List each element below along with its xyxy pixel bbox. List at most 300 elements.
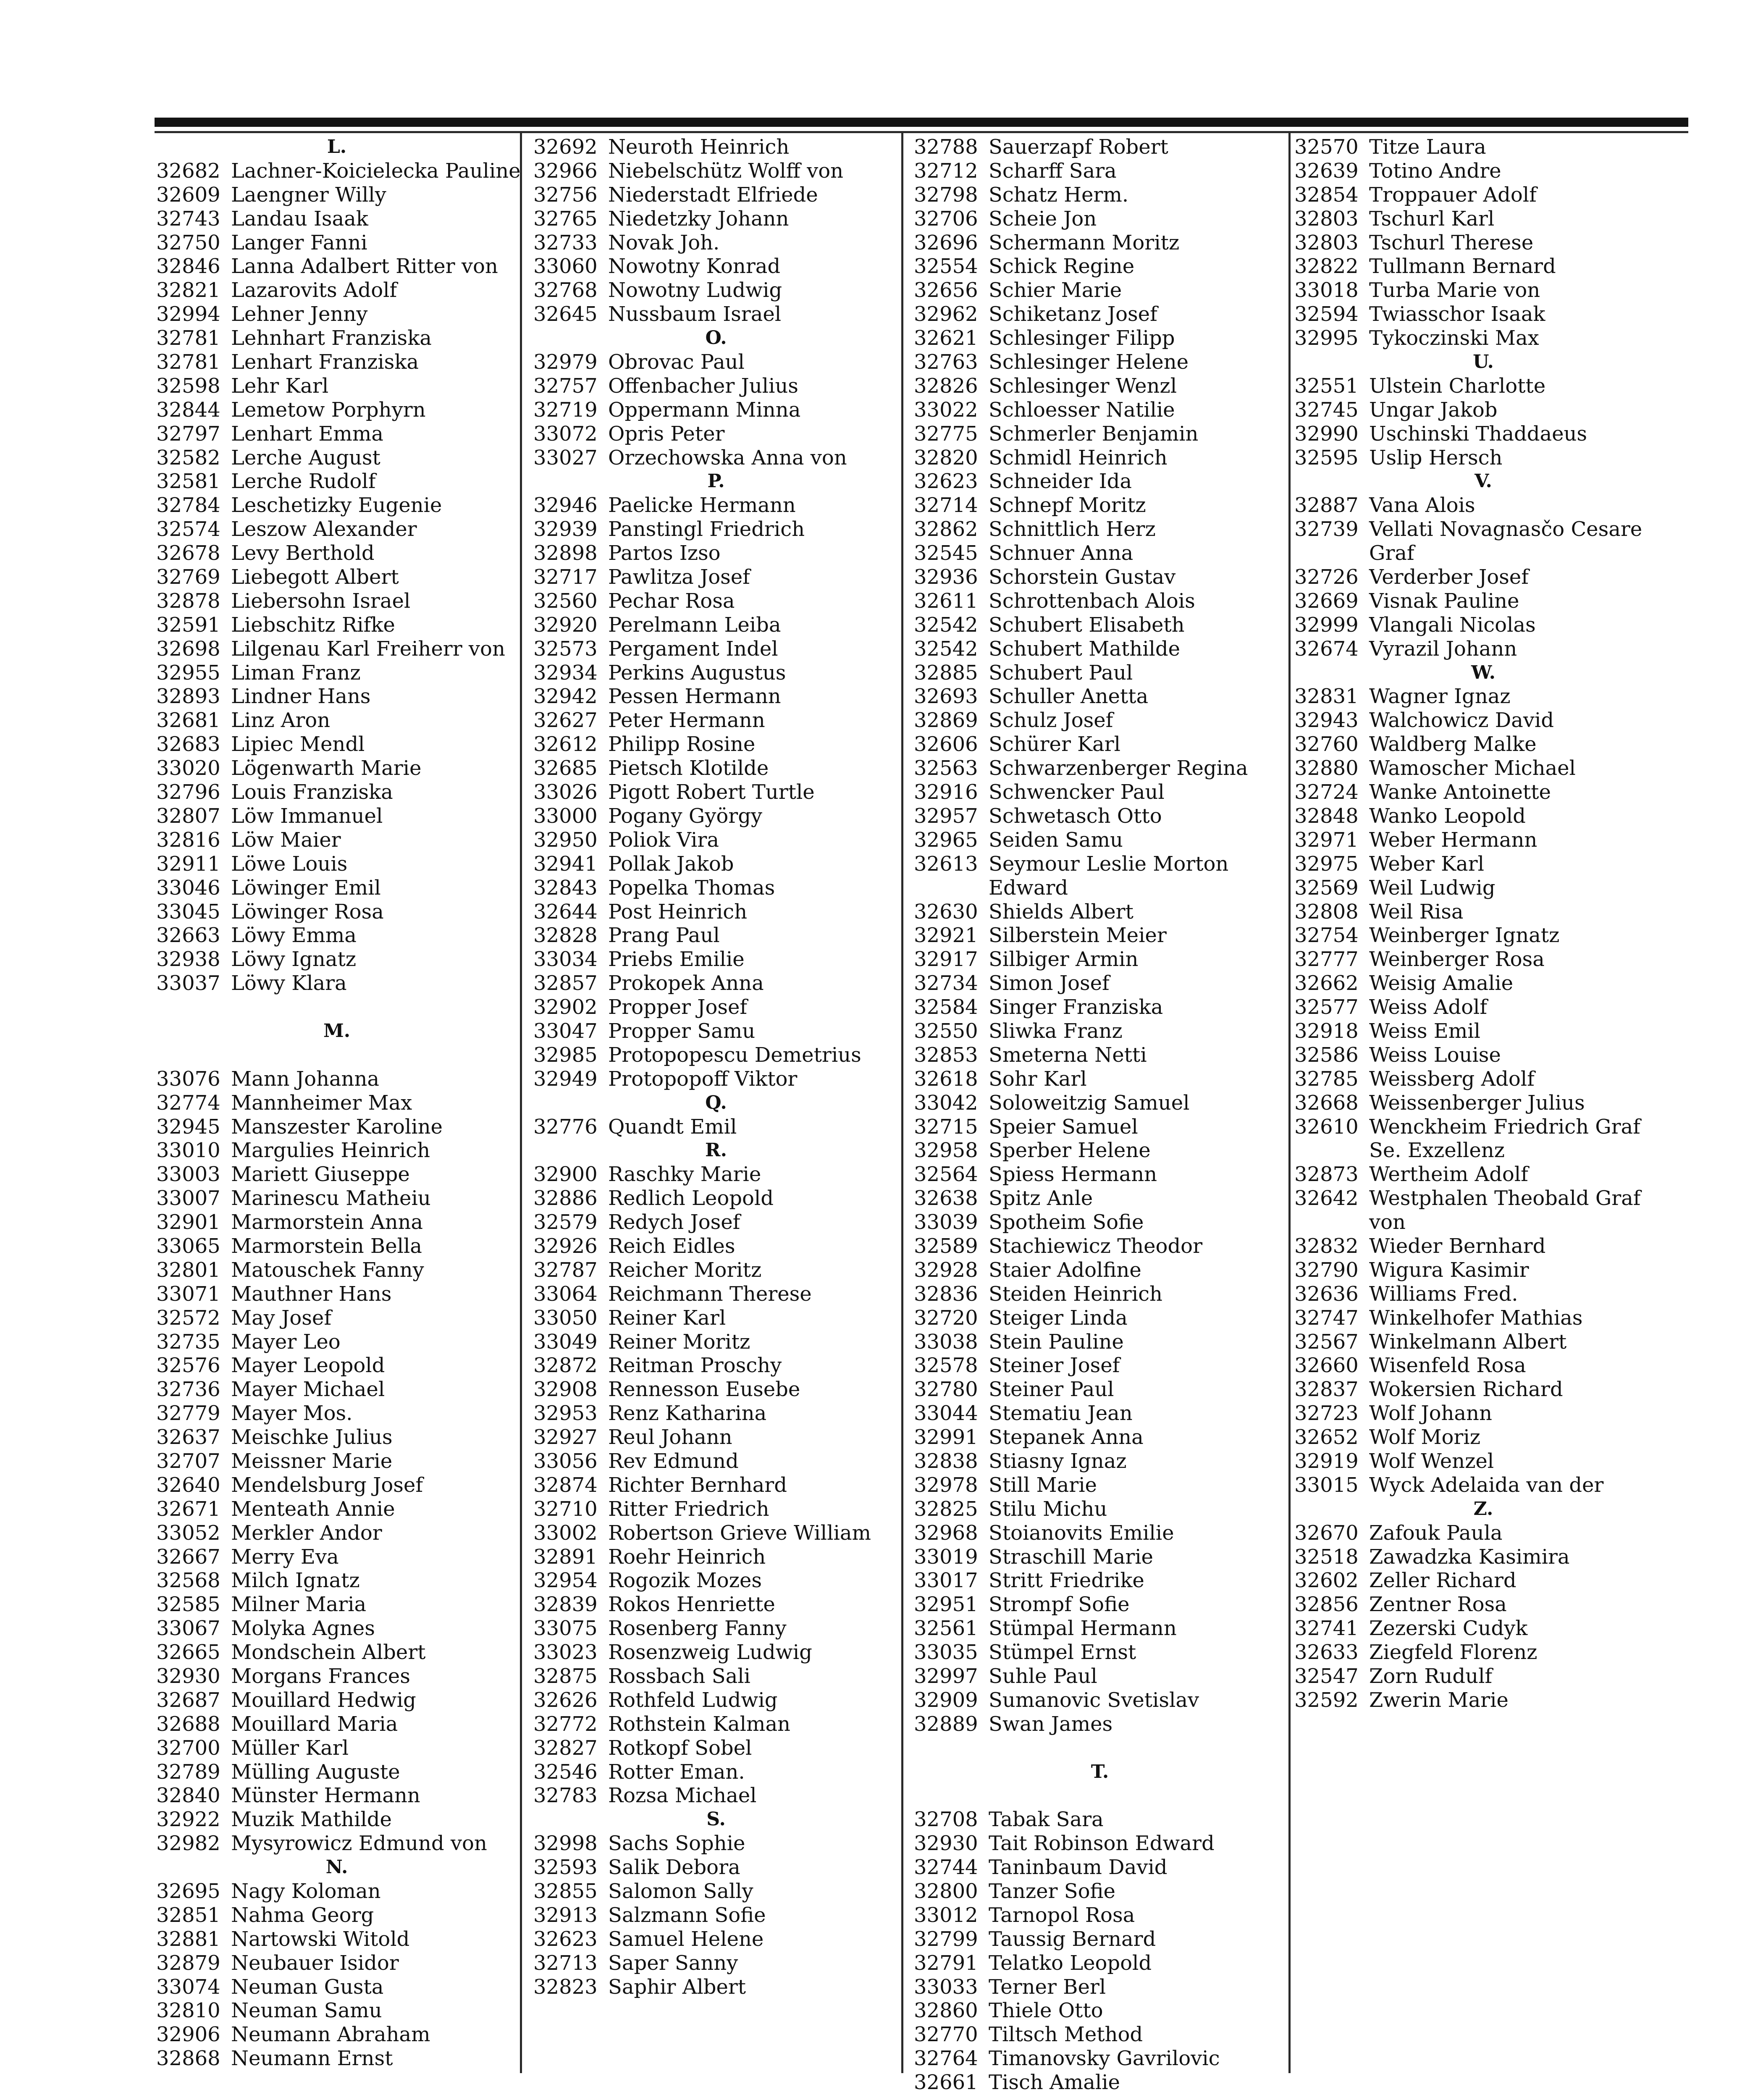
entry-number: 32640	[156, 1473, 220, 1497]
entry-name: Schubert Elisabeth	[989, 613, 1185, 637]
entry-name: Margulies Heinrich	[231, 1139, 430, 1163]
list-entry	[533, 1664, 899, 1688]
entry-name: Lachner-Koicielecka Pauline	[231, 159, 521, 183]
list-entry	[1294, 1234, 1672, 1258]
list-entry	[533, 1043, 899, 1067]
list-entry	[914, 446, 1286, 470]
list-entry	[914, 494, 1286, 517]
list-entry	[914, 255, 1286, 278]
entry-name: Rozsa Michael	[608, 1784, 757, 1808]
list-entry	[156, 1999, 517, 2023]
list-entry	[156, 302, 517, 326]
entry-name: Spotheim Sofie	[989, 1210, 1144, 1234]
entry-number: 32796	[156, 780, 220, 804]
list-entry	[1294, 159, 1672, 183]
section-spacer	[156, 1043, 517, 1067]
entry-name: Stümpel Ernst	[989, 1641, 1136, 1664]
entry-name: Stritt Friedrike	[989, 1569, 1144, 1593]
list-entry	[156, 1927, 517, 1951]
entry-name: Löwinger Rosa	[231, 900, 384, 924]
entry-number: 32584	[914, 995, 978, 1019]
entry-name: Pechar Rosa	[608, 589, 735, 613]
list-entry	[156, 1378, 517, 1402]
entry-number: 32763	[914, 350, 978, 374]
list-entry	[914, 685, 1286, 709]
list-entry	[914, 398, 1286, 422]
entry-name: Schiketanz Josef	[989, 302, 1157, 326]
entry-name: Schrottenbach Alois	[989, 589, 1195, 613]
entry-name: Wamoscher Michael	[1369, 756, 1576, 780]
entry-name: Neuman Samu	[231, 1999, 382, 2023]
entry-number: 32594	[1294, 302, 1359, 326]
entry-name: Vellati Novagnasčo Cesare	[1369, 517, 1643, 541]
entry-name: Obrovac Paul	[608, 350, 745, 374]
list-entry	[533, 900, 899, 924]
entry-number: 33045	[156, 900, 220, 924]
list-entry	[156, 804, 517, 828]
entry-name: Ritter Friedrich	[608, 1497, 769, 1521]
entry-name: Orzechowska Anna von	[608, 446, 847, 470]
entry-number: 32839	[533, 1593, 598, 1617]
entry-name: Reicher Moritz	[608, 1258, 762, 1282]
list-entry	[156, 613, 517, 637]
entry-number: 32609	[156, 183, 220, 207]
list-entry	[533, 995, 899, 1019]
entry-number: 32633	[1294, 1641, 1359, 1664]
entry-name: Scheie Jon	[989, 207, 1097, 231]
list-entry	[533, 1306, 899, 1330]
list-entry	[1294, 1641, 1672, 1664]
list-entry	[1294, 302, 1672, 326]
entry-number: 32545	[914, 541, 978, 565]
entry-name: Panstingl Friedrich	[608, 517, 805, 541]
entry-name: Stiasny Ignaz	[989, 1449, 1127, 1473]
list-entry	[533, 255, 899, 278]
entry-name: Simon Josef	[989, 971, 1110, 995]
list-entry	[156, 1784, 517, 1808]
entry-number: 32642	[1294, 1186, 1359, 1210]
entry-number: 32554	[914, 255, 978, 278]
entry-number: 32928	[914, 1258, 978, 1282]
list-entry	[156, 517, 517, 541]
entry-number: 32975	[1294, 852, 1359, 876]
entry-number: 32856	[1294, 1593, 1359, 1617]
list-entry	[1294, 804, 1672, 828]
entry-name: Renz Katharina	[608, 1402, 767, 1425]
entry-number: 32791	[914, 1951, 978, 1975]
entry-number: 32518	[1294, 1545, 1359, 1569]
list-entry	[533, 852, 899, 876]
entry-number: 32954	[533, 1569, 598, 1593]
list-entry	[533, 1856, 899, 1880]
list-entry	[914, 1163, 1286, 1186]
entry-number: 32776	[533, 1115, 598, 1139]
list-entry	[156, 876, 517, 900]
entry-name: Taninbaum David	[989, 1856, 1168, 1880]
list-entry	[156, 446, 517, 470]
entry-number: 32875	[533, 1664, 598, 1688]
list-entry	[533, 302, 899, 326]
entry-name: Schier Marie	[989, 278, 1122, 302]
entry-number: 33064	[533, 1282, 598, 1306]
entry-number: 32726	[1294, 565, 1359, 589]
entry-number: 32902	[533, 995, 598, 1019]
entry-number: 32781	[156, 350, 220, 374]
entry-name: Sohr Karl	[989, 1067, 1087, 1091]
list-entry	[156, 828, 517, 852]
entry-name: Reiner Karl	[608, 1306, 726, 1330]
list-entry	[533, 231, 899, 255]
entry-name: Levy Berthold	[231, 541, 375, 565]
entry-name: Nowotny Konrad	[608, 255, 781, 278]
entry-number: 32997	[914, 1664, 978, 1688]
entry-name: Weissenberger Julius	[1369, 1091, 1585, 1115]
entry-name: Steiger Linda	[989, 1306, 1128, 1330]
entry-number: 32945	[156, 1115, 220, 1139]
list-entry	[156, 1951, 517, 1975]
entry-number: 32787	[533, 1258, 598, 1282]
entry-name: Winkelmann Albert	[1369, 1330, 1567, 1354]
entry-number: 33047	[533, 1019, 598, 1043]
entry-name: Tiltsch Method	[989, 2023, 1143, 2047]
list-entry	[533, 1784, 899, 1808]
entry-name: Marmorstein Bella	[231, 1234, 422, 1258]
list-entry	[1294, 1115, 1672, 1139]
entry-name: Liebegott Albert	[231, 565, 399, 589]
list-entry	[156, 1067, 517, 1091]
entry-name: Mayer Leopold	[231, 1354, 385, 1378]
list-entry	[1294, 1163, 1672, 1186]
list-entry	[1294, 1593, 1672, 1617]
list-entry	[914, 350, 1286, 374]
list-entry	[156, 661, 517, 685]
list-entry	[156, 255, 517, 278]
entry-name: Salzmann Sofie	[608, 1903, 766, 1927]
list-entry	[914, 517, 1286, 541]
entry-name: Nussbaum Israel	[608, 302, 782, 326]
column-divider	[1288, 133, 1291, 2073]
entry-name: Stepanek Anna	[989, 1425, 1144, 1449]
list-entry	[533, 1880, 899, 1903]
list-entry	[533, 541, 899, 565]
list-entry	[533, 1186, 899, 1210]
list-entry	[914, 135, 1286, 159]
entry-number: 32855	[533, 1880, 598, 1903]
list-entry	[533, 971, 899, 995]
entry-number: 32610	[1294, 1115, 1359, 1139]
list-entry	[1294, 422, 1672, 446]
entry-number: 32682	[156, 159, 220, 183]
list-entry	[533, 1712, 899, 1736]
list-entry	[533, 1115, 899, 1139]
list-entry	[1294, 780, 1672, 804]
entry-name: Zorn Rudulf	[1369, 1664, 1493, 1688]
entry-number: 32764	[914, 2047, 978, 2071]
list-entry	[914, 1330, 1286, 1354]
list-entry	[914, 183, 1286, 207]
entry-name: Löw Immanuel	[231, 804, 383, 828]
entry-name: Mayer Michael	[231, 1378, 385, 1402]
list-entry	[533, 1378, 899, 1402]
entry-number: 32906	[156, 2023, 220, 2047]
list-entry	[156, 1712, 517, 1736]
list-entry	[156, 1186, 517, 1210]
entry-name: Mauthner Hans	[231, 1282, 392, 1306]
entry-name: Tait Robinson Edward	[989, 1832, 1215, 1856]
entry-number: 32949	[533, 1067, 598, 1091]
list-entry	[914, 613, 1286, 637]
list-entry	[533, 780, 899, 804]
entry-number: 32900	[533, 1163, 598, 1186]
list-entry	[914, 1354, 1286, 1378]
entry-name: Tykoczinski Max	[1369, 326, 1539, 350]
entry-name: Rotkopf Sobel	[608, 1736, 752, 1760]
entry-name: Molyka Agnes	[231, 1617, 375, 1641]
list-entry	[156, 374, 517, 398]
entry-name: Offenbacher Julius	[608, 374, 798, 398]
entry-number: 32869	[914, 709, 978, 732]
entry-number: 32930	[156, 1664, 220, 1688]
entry-name: Novak Joh.	[608, 231, 720, 255]
entry-number: 32962	[914, 302, 978, 326]
entry-name: Müller Karl	[231, 1736, 349, 1760]
entry-name: Schloesser Natilie	[989, 398, 1175, 422]
list-entry	[914, 1473, 1286, 1497]
entry-number: 32573	[533, 637, 598, 661]
entry-number: 32848	[1294, 804, 1359, 828]
entry-name: Quandt Emil	[608, 1115, 737, 1139]
entry-name: Merry Eva	[231, 1545, 339, 1569]
entry-number: 32669	[1294, 589, 1359, 613]
list-entry	[533, 1832, 899, 1856]
entry-name: Zafouk Paula	[1369, 1521, 1503, 1545]
list-entry	[914, 2023, 1286, 2047]
entry-name: Lilgenau Karl Freiherr von	[231, 637, 505, 661]
list-entry	[914, 2047, 1286, 2071]
entry-number: 32788	[914, 135, 978, 159]
top-rule-thin	[155, 131, 1688, 133]
list-entry	[914, 541, 1286, 565]
entry-name: Tisch Amalie	[989, 2071, 1120, 2095]
entry-name: Muzik Mathilde	[231, 1808, 392, 1832]
list-entry	[156, 565, 517, 589]
entry-number: 32939	[533, 517, 598, 541]
entry-name: Partos Izso	[608, 541, 721, 565]
entry-name: Schürer Karl	[989, 732, 1120, 756]
entry-name: Menteath Annie	[231, 1497, 395, 1521]
list-entry	[1294, 1306, 1672, 1330]
entry-name: Schneider Ida	[989, 470, 1132, 494]
entry-number: 32750	[156, 231, 220, 255]
name-column-3	[914, 135, 1286, 2095]
list-entry	[156, 685, 517, 709]
entry-number: 33060	[533, 255, 598, 278]
entry-number: 33026	[533, 780, 598, 804]
entry-number: 32768	[533, 278, 598, 302]
entry-number: 32991	[914, 1425, 978, 1449]
entry-number: 32567	[1294, 1330, 1359, 1354]
list-entry	[1294, 756, 1672, 780]
entry-name: Wolf Wenzel	[1369, 1449, 1494, 1473]
entry-number: 32844	[156, 398, 220, 422]
entry-number: 32816	[156, 828, 220, 852]
entry-name: Löwe Louis	[231, 852, 348, 876]
entry-name: Scharff Sara	[989, 159, 1117, 183]
list-entry	[1294, 1402, 1672, 1425]
entry-name: Edward	[989, 876, 1068, 900]
list-entry	[914, 709, 1286, 732]
list-entry	[914, 1186, 1286, 1210]
entry-name: Steiden Heinrich	[989, 1282, 1162, 1306]
name-column-2	[533, 135, 899, 1999]
entry-name: Strompf Sofie	[989, 1593, 1130, 1617]
section-spacer	[156, 995, 517, 1019]
entry-name: Soloweitzig Samuel	[989, 1091, 1190, 1115]
entry-number: 32578	[914, 1354, 978, 1378]
entry-name: Singer Franziska	[989, 995, 1163, 1019]
list-entry	[1294, 1617, 1672, 1641]
entry-name: Löwy Emma	[231, 924, 357, 948]
entry-name: Schuller Anetta	[989, 685, 1149, 709]
list-entry	[914, 1712, 1286, 1736]
entry-name: Terner Berl	[989, 1975, 1106, 1999]
entry-name: Propper Josef	[608, 995, 748, 1019]
entry-number: 33034	[533, 948, 598, 971]
entry-number: 33002	[533, 1521, 598, 1545]
list-entry	[1294, 1425, 1672, 1449]
entry-name: Spitz Anle	[989, 1186, 1093, 1210]
entry-number: 32965	[914, 828, 978, 852]
list-entry	[1294, 924, 1672, 948]
entry-number: 33038	[914, 1330, 978, 1354]
list-entry	[1294, 828, 1672, 852]
entry-number: 32715	[914, 1115, 978, 1139]
entry-number: 32917	[914, 948, 978, 971]
entry-name: Leschetizky Eugenie	[231, 494, 442, 517]
list-entry	[533, 183, 899, 207]
section-letter-heading: S.	[706, 1809, 726, 1830]
entry-number: 32971	[1294, 828, 1359, 852]
entry-number: 32598	[156, 374, 220, 398]
entry-name: Wokersien Richard	[1369, 1378, 1563, 1402]
list-entry	[533, 1019, 899, 1043]
list-entry	[914, 326, 1286, 350]
list-entry	[533, 1067, 899, 1091]
entry-name: Salomon Sally	[608, 1880, 753, 1903]
entry-name: Nartowski Witold	[231, 1927, 410, 1951]
entry-number: 32724	[1294, 780, 1359, 804]
entry-name: Milner Maria	[231, 1593, 367, 1617]
entry-number: 32886	[533, 1186, 598, 1210]
entry-number: 33044	[914, 1402, 978, 1425]
entry-name: Schnepf Moritz	[989, 494, 1146, 517]
entry-number: 32613	[914, 852, 978, 876]
entry-number: 32831	[1294, 685, 1359, 709]
entry-number: 32688	[156, 1712, 220, 1736]
entry-number: 32826	[914, 374, 978, 398]
entry-name: Weil Ludwig	[1369, 876, 1496, 900]
entry-name: Schmerler Benjamin	[989, 422, 1199, 446]
entry-number: 33012	[914, 1903, 978, 1927]
entry-number: 32579	[533, 1210, 598, 1234]
entry-number: 32591	[156, 613, 220, 637]
list-entry	[914, 1402, 1286, 1425]
list-entry	[156, 1880, 517, 1903]
entry-number: 32687	[156, 1688, 220, 1712]
entry-name: Niebelschütz Wolff von	[608, 159, 844, 183]
entry-name: Richter Bernhard	[608, 1473, 787, 1497]
list-entry	[533, 207, 899, 231]
list-entry	[533, 1593, 899, 1617]
entry-name: Wagner Ignaz	[1369, 685, 1511, 709]
entry-number: 32760	[1294, 732, 1359, 756]
entry-name: Löwinger Emil	[231, 876, 381, 900]
entry-number: 33050	[533, 1306, 598, 1330]
entry-name: Graf	[1369, 541, 1414, 565]
entry-name: Lenhart Franziska	[231, 350, 419, 374]
entry-number: 32663	[156, 924, 220, 948]
entry-name: Schnuer Anna	[989, 541, 1134, 565]
entry-number: 32770	[914, 2023, 978, 2047]
list-entry	[914, 1019, 1286, 1043]
entry-name: Reitman Proschy	[608, 1354, 782, 1378]
entry-number: 32741	[1294, 1617, 1359, 1641]
list-entry	[914, 1617, 1286, 1641]
entry-number: 32621	[914, 326, 978, 350]
list-entry	[1294, 1354, 1672, 1378]
entry-number: 33076	[156, 1067, 220, 1091]
entry-number: 32739	[1294, 517, 1359, 541]
list-entry	[1294, 948, 1672, 971]
entry-name: Sliwka Franz	[989, 1019, 1123, 1043]
entry-name: Pietsch Klotilde	[608, 756, 769, 780]
name-column-4	[1294, 135, 1672, 1712]
list-entry	[156, 278, 517, 302]
entry-number: 32823	[533, 1975, 598, 1999]
list-entry	[533, 709, 899, 732]
entry-number: 32985	[533, 1043, 598, 1067]
entry-number: 32918	[1294, 1019, 1359, 1043]
entry-name: Poliok Vira	[608, 828, 719, 852]
list-entry	[914, 1043, 1286, 1067]
entry-number: 32769	[156, 565, 220, 589]
list-entry	[1294, 1091, 1672, 1115]
list-entry	[156, 1688, 517, 1712]
column-divider	[901, 133, 903, 2073]
entry-name: Rotter Eman.	[608, 1760, 745, 1784]
list-entry	[533, 565, 899, 589]
entry-number: 32568	[156, 1569, 220, 1593]
entry-name: Stümpal Hermann	[989, 1617, 1177, 1641]
list-entry	[156, 1210, 517, 1234]
entry-number: 32693	[914, 685, 978, 709]
entry-number: 32681	[156, 709, 220, 732]
entry-number: 32781	[156, 326, 220, 350]
list-entry	[1294, 1521, 1672, 1545]
entry-name: Pigott Robert Turtle	[608, 780, 815, 804]
column-divider	[520, 133, 522, 2073]
entry-number: 32821	[156, 278, 220, 302]
entry-number: 32623	[533, 1927, 598, 1951]
list-entry	[533, 278, 899, 302]
entry-name: Weinberger Ignatz	[1369, 924, 1560, 948]
entry-number: 32916	[914, 780, 978, 804]
entry-name: Winkelhofer Mathias	[1369, 1306, 1583, 1330]
entry-name: Tschurl Karl	[1369, 207, 1495, 231]
list-entry	[914, 231, 1286, 255]
entry-name: Nowotny Ludwig	[608, 278, 782, 302]
entry-number: 32547	[1294, 1664, 1359, 1688]
